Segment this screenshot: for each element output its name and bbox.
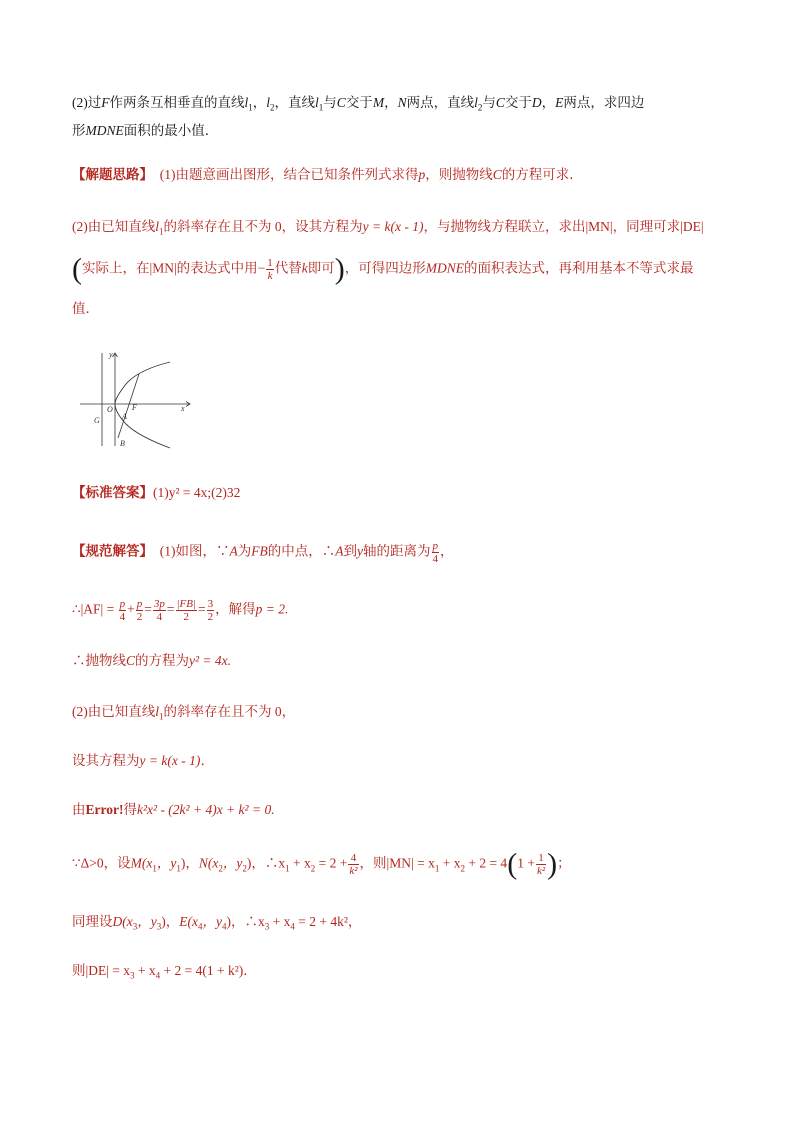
solution-line-8: 同理设$D(x_3$，$y_3$)，$E(x_4$，$y_4$)，$\therefore x_3 + x_4 = 2 + 4k^2$， [72, 914, 362, 932]
solution-line-4: (2)由已知直线$l_1$的斜率存在且不为 0， [72, 704, 296, 722]
solution-line-6: 由Error!得k²x² - (2k² + 4)x + k² = 0. [72, 802, 275, 817]
solution-tag: 【规范解答】 [72, 543, 153, 559]
solution-line-2: ∴|AF| = $\frac{p}{4}$ + $\frac{p}{2}$ = $\frac{3p}{4}$ = $\frac{|FB|}{2}$ = $\frac{3}{2}$ ，解得p = 2. [72, 598, 289, 623]
question-line-2: 形MDNE面积的最小值． [72, 123, 219, 138]
hint-line-2: (2)由已知直线$l_1$的斜率存在且不为 0，设其方程为y = k(x - 1)，与抛物线方程联立，求出|MN|，同理可求|DE| [72, 219, 704, 237]
hint-line-3: (实际上，在|MN|的表达式中用− $\frac{1}{k}$ 代替k即可)，可得四边形MDNE的面积表达式，再利用基本不等式求最 [72, 252, 694, 286]
label-y: y [109, 350, 113, 359]
hint-line-4: 值． [72, 301, 99, 316]
solution-line-5: 设其方程为y = k(x - 1)． [72, 753, 214, 768]
error-marker: Error! [85, 802, 124, 817]
label-O: O [107, 405, 113, 414]
question-line-1: (2)过F作两条互相垂直的直线$l_1$，$l_2$，直线$l_1$与C交于M，N两点，直线$l_2$与C交于D，E两点，求四边 [72, 95, 645, 113]
label-A: A [122, 412, 127, 421]
parabola-figure [78, 348, 198, 450]
answer-tag: 【标准答案】 [72, 485, 153, 500]
label-B: B [120, 439, 125, 448]
solution-line-1: 【规范解答】 (1)如图，∵A为FB的中点，∴A到y轴的距离为 $\frac{p}{4}$ ， [72, 540, 454, 565]
solution-line-3: ∴抛物线C的方程为y² = 4x. [72, 653, 232, 668]
hint-line-1: 【解题思路】 (1)由题意画出图形，结合已知条件列式求得p，则抛物线C的方程可求． [72, 167, 583, 182]
label-G: G [94, 416, 100, 425]
answer-text: (1)y² = 4x;(2)32 [153, 485, 241, 500]
solution-line-9: 则$|DE| = x_3 + x_4 + 2 = 4(1 + k^2)$． [72, 963, 257, 981]
fraction-p-over-4: $\frac{p}{4}$ [432, 540, 438, 565]
solution-line-7: ∵Δ>0，设$M(x_1$，$y_1$)，$N(x_2$，$y_2$)，$\therefore x_1 + x_2 = 2$ + $\frac{4}{\text{k²}}$ ，则$|MN| = x_1 + x_2 + 2 = 4(1$ + $\frac{1}{\text{k²}}$ )； [72, 847, 571, 881]
fraction-one-over-k: $\frac{1}{k}$ [267, 257, 273, 282]
answer-line [72, 483, 240, 503]
label-x: x [181, 404, 185, 413]
parabola-curve [115, 362, 170, 448]
label-F: F [132, 403, 137, 412]
hint-tag: 【解题思路】 [72, 167, 153, 182]
